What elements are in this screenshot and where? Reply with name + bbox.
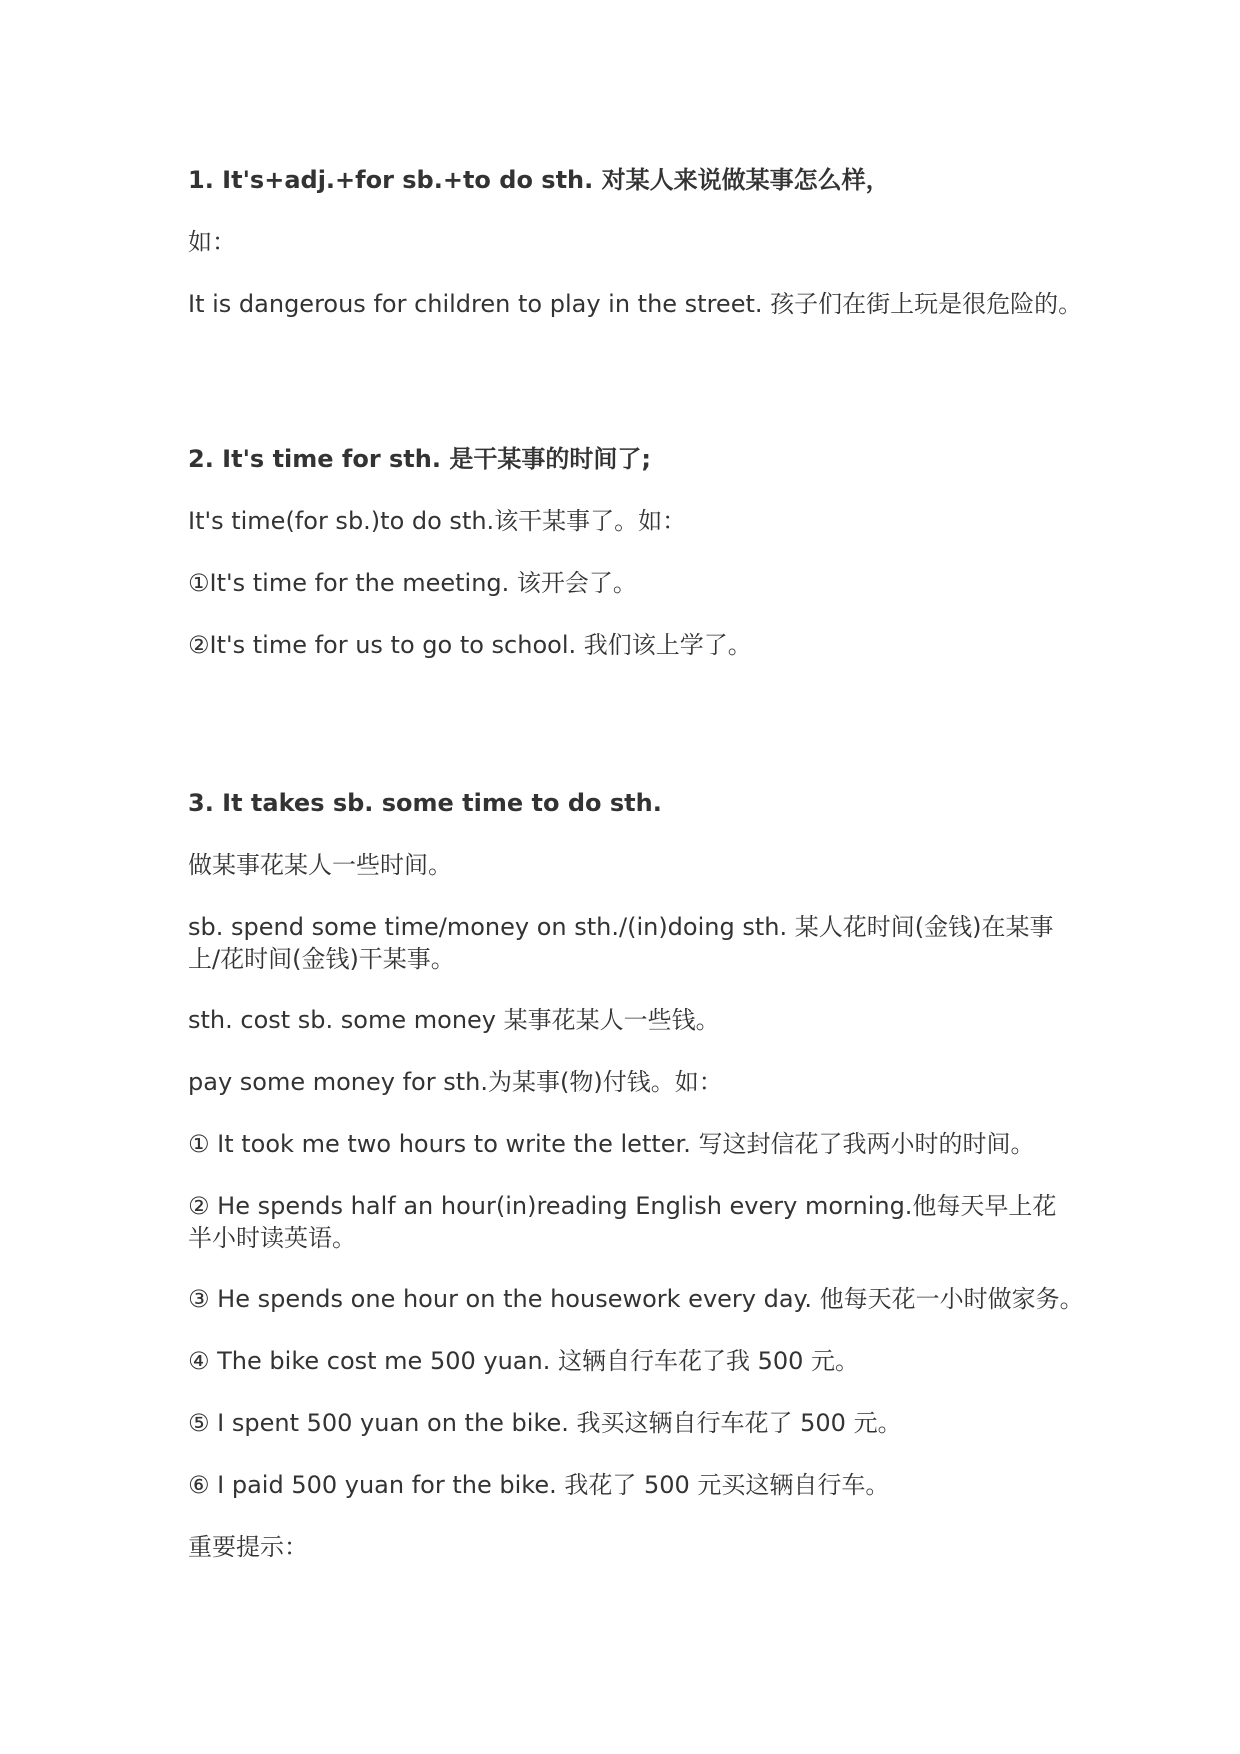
section-3-example-6: ⑥ I paid 500 yuan for the bike. 我花了 500 元买这辆自行车。 [188,1471,890,1499]
section-3-heading: 3. It takes sb. some time to do sth. [188,789,662,817]
section-2-line-2: ①It's time for the meeting. 该开会了。 [188,569,637,597]
section-3-line-4: pay some money for sth.为某事(物)付钱。如： [188,1068,723,1096]
section-3-example-2: ② He spends half an hour(in)reading English every morning.他每天早上花半小时读英语。 [188,1192,1057,1252]
section-3-example-4: ④ The bike cost me 500 yuan. 这辆自行车花了我 500 元。 [188,1347,860,1375]
section-2-line-3: ②It's time for us to go to school. 我们该上学了。 [188,631,752,659]
section-3-line-3: sth. cost sb. some money 某事花某人一些钱。 [188,1006,720,1034]
section-3-example-3: ③ He spends one hour on the housework every day. 他每天花一小时做家务。 [188,1285,1084,1313]
section-3-line-1: 做某事花某人一些时间。 [188,851,452,879]
section-3-example-5: ⑤ I spent 500 yuan on the bike. 我买这辆自行车花了 500 元。 [188,1409,902,1437]
section-3-line-2: sb. spend some time/money on sth./(in)doing sth. 某人花时间(金钱)在某事上/花时间(金钱)干某事。 [188,913,1054,973]
section-1-heading: 1. It's+adj.+for sb.+to do sth. 对某人来说做某事怎么样， [188,166,890,194]
section-1-line-1: 如： [188,228,236,256]
section-3-example-1: ① It took me two hours to write the letter. 写这封信花了我两小时的时间。 [188,1130,1035,1158]
section-1-line-2: It is dangerous for children to play in the street. 孩子们在街上玩是很危险的。 [188,290,1083,318]
important-note-label: 重要提示： [188,1533,308,1561]
section-2-heading: 2. It's time for sth. 是干某事的时间了; [188,445,651,473]
section-2-line-1: It's time(for sb.)to do sth.该干某事了。如： [188,507,687,535]
